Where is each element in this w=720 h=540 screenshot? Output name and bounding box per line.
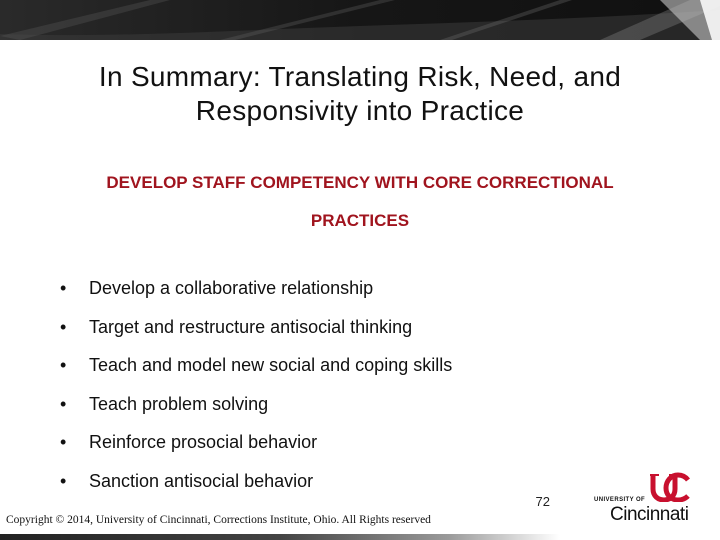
bullet-text: Teach and model new social and coping skills bbox=[89, 355, 453, 375]
bullet-text: Reinforce prosocial behavior bbox=[89, 432, 318, 452]
bullet-list bbox=[60, 269, 452, 500]
bullet-item bbox=[60, 385, 452, 424]
bullet-item bbox=[60, 346, 452, 385]
bullet-item bbox=[60, 269, 452, 308]
subheading-line: PRACTICES bbox=[310, 211, 410, 230]
bullet-dot: • bbox=[60, 470, 67, 491]
bullet-item bbox=[60, 423, 452, 462]
uc-monogram-icon bbox=[650, 472, 690, 502]
top-banner bbox=[0, 0, 720, 40]
logo-upper-text: UNIVERSITY OF bbox=[594, 497, 646, 503]
title-line: In Summary: Translating Risk, Need, and bbox=[98, 61, 622, 92]
bullet-text: Target and restructure antisocial thinking bbox=[89, 316, 413, 337]
bullet-item bbox=[60, 462, 452, 501]
title-line: Responsivity into Practice bbox=[195, 95, 525, 126]
copyright-text: Copyright © 2014, University of Cincinnati, Corrections Institute, Ohio. All Rights reserved bbox=[6, 514, 431, 526]
banner-graphic bbox=[0, 0, 720, 40]
bullet-text: Sanction antisocial behavior bbox=[89, 470, 314, 491]
bullet-text: Develop a collaborative relationship bbox=[89, 278, 374, 298]
logo-wordmark: Cincinnati bbox=[610, 504, 689, 525]
bullet-dot: • bbox=[60, 355, 67, 375]
bullet-dot: • bbox=[60, 432, 67, 452]
university-logo bbox=[594, 472, 704, 528]
bullet-text: Teach problem solving bbox=[89, 393, 269, 414]
subheading-line: DEVELOP STAFF COMPETENCY WITH CORE CORRECTIONAL bbox=[106, 173, 614, 192]
bullet-item bbox=[60, 308, 452, 347]
page-number: 72 bbox=[535, 494, 550, 509]
slide-title bbox=[0, 60, 720, 128]
bottom-bar bbox=[0, 534, 560, 540]
bullet-dot: • bbox=[60, 278, 67, 298]
subheading bbox=[40, 164, 680, 240]
bullet-dot: • bbox=[60, 316, 67, 337]
bullet-dot: • bbox=[60, 393, 67, 414]
